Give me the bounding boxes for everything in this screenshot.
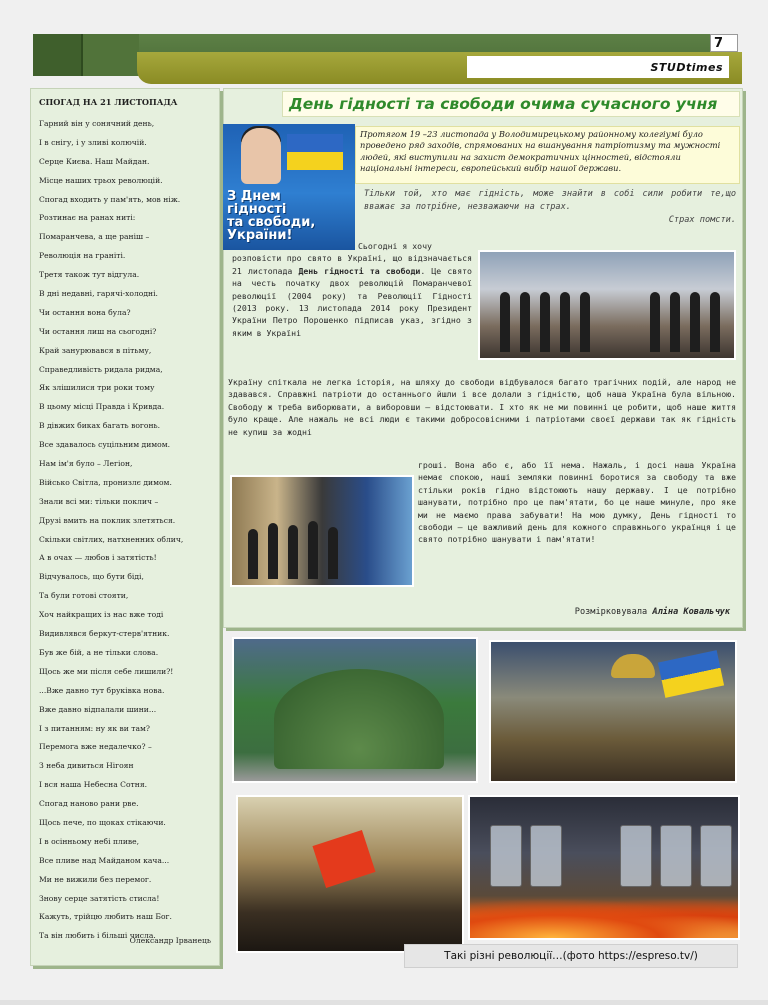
page-bottom-strip xyxy=(0,1000,768,1005)
red-flag-icon xyxy=(312,830,375,888)
poem-line: Чи остання лиш на сьогодні? xyxy=(39,326,157,336)
riot-shields-photo xyxy=(468,795,740,940)
poem-line: Друзі вмить на поклик злетяться. xyxy=(39,515,176,525)
person-silhouette xyxy=(288,525,298,579)
poem-line: Ми не вижили без перемог. xyxy=(39,874,152,884)
article-paragraph-2: Україну спіткала не легка історія, на шляху до свободи відбувалося багато трагічних подій, але народ не здавався. Справжні патріоти до останнього йшли і все долали з гідністю, щоб наша Україна була вільною. Свободу ж треба виборювати, а виборовши – відстоювати. І хто як не ми повинні це робити, щоб наше життя було краще. Але нажаль не всі люди є такими добросовісними і патріотами своєї держави так як гідність не купиш за жодні xyxy=(228,377,736,437)
paragraph-1-text-a: розповісти про свято в Україні, що відзначається 21 листопада xyxy=(232,253,472,276)
poem-line: Щось пече, по щоках стікаючи. xyxy=(39,817,166,827)
person-silhouette xyxy=(268,523,278,579)
person-silhouette xyxy=(580,292,590,352)
signature-prefix: Розмірковувала xyxy=(574,607,648,617)
poem-line: І з питанням: ну як ви там? xyxy=(39,723,150,733)
article-signature xyxy=(575,607,730,617)
person-silhouette xyxy=(560,292,570,352)
paragraph-lead: Сьогодні я хочу xyxy=(358,241,432,251)
poem-line: В цьому місці Правда і Кривда. xyxy=(39,402,165,412)
person-silhouette xyxy=(500,292,510,352)
poem-line: Революція на граніті. xyxy=(39,251,126,261)
poem-line: І в снігу, і у зливі колючій. xyxy=(39,137,147,147)
poem-line: Знали всі ми: тільки поклич – xyxy=(39,496,159,506)
riot-shield xyxy=(700,825,732,887)
person-silhouette xyxy=(520,292,530,352)
poem-line: Гарний він у сонячний день, xyxy=(39,119,155,128)
fire-shape xyxy=(470,898,740,938)
person-silhouette xyxy=(328,527,338,579)
riot-shield xyxy=(490,825,522,887)
poster-child xyxy=(241,128,281,184)
poem-line: Військо Світла, пронизлє димом. xyxy=(39,477,172,487)
page-number: 7 xyxy=(710,34,738,52)
riot-shield xyxy=(530,825,562,887)
poem-line: Був же бій, а не тільки слова. xyxy=(39,647,159,657)
photo-caption: Такі різні революції…(фото https://espreso.tv/) xyxy=(404,944,738,968)
poem-line: Спогад входить у пам'ять, мов ніж. xyxy=(39,194,181,204)
poem-line: Перемога вже недалечко? – xyxy=(39,742,152,752)
poem-line: Справедливість ридала ридма, xyxy=(39,364,163,374)
person-silhouette xyxy=(308,521,318,579)
article-headline: День гідності та свободи очима сучасного учня xyxy=(282,91,740,117)
poem-lines xyxy=(39,115,211,946)
poem-line: Розтинає на ранах нитi: xyxy=(39,213,136,223)
poem-line: Помаранчева, а ще раніш – xyxy=(39,232,150,242)
poem-line: Видивлявся беркут-стерв'ятник. xyxy=(39,629,170,639)
poem-line: Місце наших трьох революцій. xyxy=(39,175,163,185)
person-silhouette xyxy=(690,292,700,352)
poem-line: Та він любить і більші числа. xyxy=(39,931,156,941)
poem-line: Край занурювався в пітьму, xyxy=(39,345,152,355)
poem-line: Нам ім'я було – Легіон, xyxy=(39,459,133,469)
paragraph-1-text-b: . Це свято на честь початку двох революцій Помаранчевої революції (2004 року) та Революції Гідності (2013 року. 13 листопада 2014 року Президент України Петро Порошенко підписав указ, згідно з яким в Україні xyxy=(232,265,472,338)
poem-line: Та були готові стояти, xyxy=(39,591,129,601)
article-paragraph-1 xyxy=(232,240,472,339)
poem-line: І в осінньому небі пливе, xyxy=(39,836,140,846)
poem-line: ...Вже давно тут бруківка нова. xyxy=(39,685,165,695)
brand-title: STUDtimes xyxy=(650,61,723,74)
article-paragraph-3: гроші. Вона або є, або її нема. Нажаль, і досі наша Україна немає спокою, наші земляки повинні боротися за свободу та вже стільки років гідно відстоюють нашу державу. І це потрібно шанувати, потрібно про це пам'ятати, бо це наше минуле, про яке ми не маємо права забувати! На мою думку, День гідності то свободи – це важливий день для кожного справжнього українця і це свято потрібно шанувати і пам'ятати! xyxy=(418,460,736,545)
poem-line: Щось же ми після себе лишили?! xyxy=(39,666,174,676)
poem-title: СПОГАД НА 21 ЛИСТОПАДА xyxy=(39,97,178,107)
header-block-mid xyxy=(83,34,139,76)
tent-shape xyxy=(274,669,444,769)
poem-line: Спогад наново рани рве. xyxy=(39,799,139,809)
poem-line: Третя також тут відгула. xyxy=(39,270,140,280)
poem-line: І вся наша Небесна Сотня. xyxy=(39,780,148,790)
person-silhouette xyxy=(670,292,680,352)
riot-shield xyxy=(660,825,692,887)
maidan-tents-photo xyxy=(232,637,478,783)
ukraine-flag-icon xyxy=(658,650,724,698)
poem-line: З неба дивиться Нігоян xyxy=(39,761,134,771)
header-block-dark xyxy=(33,34,83,76)
holiday-poster-image xyxy=(223,124,355,250)
poem-line: А в очах — любов і затятість! xyxy=(39,553,157,563)
poster-text: З Днем гідності та свободи, України! xyxy=(227,189,316,243)
students-group-photo xyxy=(478,250,736,360)
helmet-shape xyxy=(611,654,655,678)
poem-line: Чи остання вона була? xyxy=(39,307,131,317)
signature-name: Аліна Ковальчук xyxy=(652,607,730,617)
poem-line: Все здавалось суцільним димом. xyxy=(39,440,171,450)
poem-line: Кажуть, трійцю любить наш Бог. xyxy=(39,912,172,922)
article-intro: Протягом 19 –23 листопада у Володимирецькому районному колегіумі було проведено ряд заходів, спрямованих на вшанування патріотизму та мужності людей, які виступили на захист демократичних цінностей, відстояли національні інтереси, європейський вибір нашої держави. xyxy=(355,126,740,184)
poem-line: Скільки світлих, натхненних облич, xyxy=(39,534,184,544)
quote-author: Страх помсти. xyxy=(668,215,736,225)
riot-shield xyxy=(620,825,652,887)
poem-line: Як злішилися три роки тому xyxy=(39,383,155,393)
poem-line: Знову серце затятість стисла! xyxy=(39,893,160,903)
protester-helmet-photo xyxy=(489,640,737,783)
exhibition-photo xyxy=(230,475,414,587)
person-silhouette xyxy=(540,292,550,352)
article-quote: Тільки той, хто має гідність, може знайти в собі сили робити те,що вважає за потрібне, незважаючи на страх. xyxy=(364,189,736,212)
poem-line: Вже давно відпалали шини... xyxy=(39,704,157,714)
poem-line: Хоч найкращих із нас вже тоді xyxy=(39,610,164,620)
person-silhouette xyxy=(710,292,720,352)
poem-line: Все пливе над Майданом кача... xyxy=(39,855,170,865)
poem-column xyxy=(30,88,220,966)
ukraine-flag-icon xyxy=(287,134,343,170)
person-silhouette xyxy=(650,292,660,352)
poem-line: В дівжих биках багать вогонь. xyxy=(39,421,161,431)
poem-line: В дні недавні, гарячі-холодні. xyxy=(39,289,158,299)
monument-flag-photo xyxy=(236,795,464,953)
person-silhouette xyxy=(248,529,258,579)
poem-line: Серце Києва. Наш Майдан. xyxy=(39,156,150,166)
poem-author: Олександр Ірванець xyxy=(129,936,211,945)
poem-line: Відчувалось, що бути біді, xyxy=(39,572,144,582)
holiday-name: День гідності та свободи xyxy=(298,265,421,276)
